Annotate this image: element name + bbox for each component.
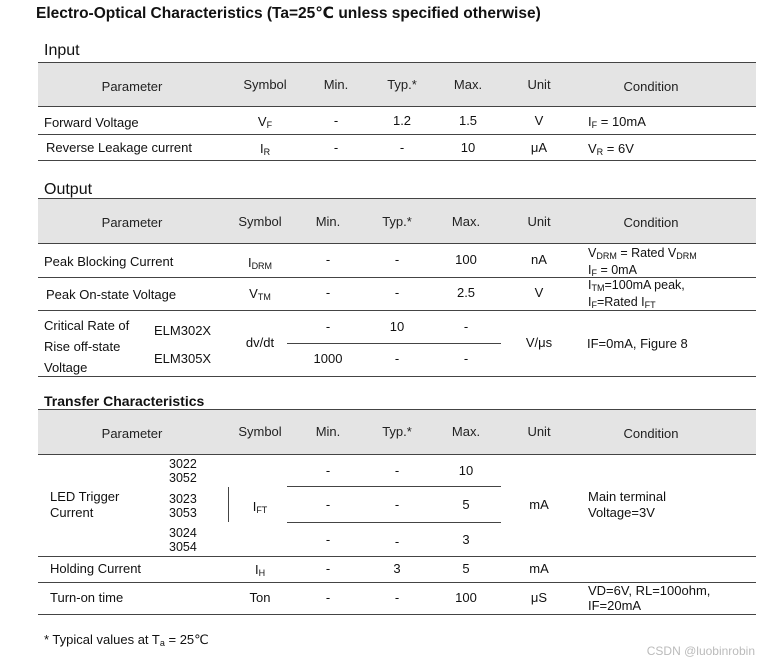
transfer-header-typ: Typ.* (382, 424, 412, 439)
critical-rate-param-line1: Critical Rate of (44, 318, 130, 333)
peak-blocking-symbol: $I_{DRM}$ (247, 255, 273, 271)
transfer-part-divider (228, 487, 229, 522)
reverse-leakage-min: - (333, 140, 339, 155)
holding-current-symbol: $I_H$ (254, 562, 266, 578)
turn-on-time-max: 100 (455, 590, 477, 605)
holding-current-unit: mA (529, 561, 549, 576)
peak-blocking-min: - (325, 252, 331, 267)
led-g1-parts: 3022 3052 (169, 457, 197, 485)
critical-rate-symbol: dv/dt (245, 335, 275, 350)
output-header-rule (38, 243, 756, 244)
led-trigger-unit: mA (529, 497, 549, 512)
critical-elm305x-typ: - (394, 351, 400, 366)
led-g2-typ: - (394, 497, 400, 512)
led-g1-min: - (325, 463, 331, 478)
output-bottom-rule (38, 376, 756, 377)
peak-blocking-unit: nA (531, 252, 547, 267)
peak-blocking-typ: - (394, 252, 400, 267)
transfer-g2-rule (287, 522, 501, 523)
output-header-parameter: Parameter (101, 215, 163, 230)
peak-onstate-typ: - (394, 285, 400, 300)
peak-onstate-min: - (325, 285, 331, 300)
forward-voltage-unit: V (534, 113, 544, 128)
led-g1-max: 10 (458, 463, 474, 478)
output-header-typ: Typ.* (382, 214, 412, 229)
input-section-title: Input (44, 42, 80, 59)
turn-on-time-symbol: Ton (249, 590, 271, 605)
reverse-leakage-symbol: $I_R$ (259, 141, 271, 157)
led-g1-typ: - (394, 463, 400, 478)
output-header-max: Max. (451, 214, 481, 229)
reverse-leakage-param: Reverse Leakage current (46, 140, 192, 155)
input-header-parameter: Parameter (101, 79, 163, 94)
transfer-header-rule (38, 454, 756, 455)
transfer-header-condition: Condition (623, 426, 679, 441)
critical-rate-unit: V/μs (525, 335, 553, 350)
transfer-header-min: Min. (315, 424, 341, 439)
reverse-leakage-condition: $V_R = 6V$ (588, 141, 634, 157)
footnote: * Typical values at $T_a$ = 25℃ (44, 632, 209, 648)
output-header-symbol: Symbol (238, 214, 282, 229)
watermark: CSDN @luobinrobin (646, 644, 755, 658)
critical-elm302x-max: - (463, 319, 469, 334)
led-g3-min: - (325, 532, 331, 547)
input-header-symbol: Symbol (243, 77, 287, 92)
holding-current-min: - (325, 561, 331, 576)
turn-on-time-typ: - (394, 590, 400, 605)
critical-part-elm305x: ELM305X (154, 351, 212, 366)
peak-blocking-param: Peak Blocking Current (44, 254, 174, 269)
output-header-condition: Condition (623, 215, 679, 230)
peak-onstate-unit: V (534, 285, 544, 300)
forward-voltage-max: 1.5 (458, 113, 478, 128)
input-bottom-rule (38, 160, 756, 161)
output-header-unit: Unit (527, 214, 551, 229)
reverse-leakage-unit: μA (530, 140, 548, 155)
forward-voltage-typ: 1.2 (392, 113, 412, 128)
output-critical-split-rule (287, 343, 501, 344)
critical-rate-param-line2: Rise off-state (44, 339, 121, 354)
critical-part-elm302x: ELM302X (154, 323, 212, 338)
peak-blocking-max: 100 (455, 252, 477, 267)
forward-voltage-symbol: $V_F$ (257, 114, 273, 130)
output-section-title: Output (44, 181, 93, 198)
input-header-unit: Unit (527, 77, 551, 92)
input-header-max: Max. (453, 77, 483, 92)
led-g2-min: - (325, 497, 331, 512)
transfer-header-max: Max. (451, 424, 481, 439)
critical-elm302x-min: - (325, 319, 331, 334)
transfer-header-unit: Unit (527, 424, 551, 439)
led-g3-max: 3 (462, 532, 470, 547)
turn-on-time-param: Turn-on time (50, 590, 124, 605)
peak-onstate-param: Peak On-state Voltage (46, 287, 177, 302)
turn-on-time-condition: VD=6V, RL=100ohm, IF=20mA (588, 583, 711, 613)
holding-current-param: Holding Current (50, 561, 142, 576)
forward-voltage-min: - (333, 113, 339, 128)
led-trigger-condition: Main terminal Voltage=3V (588, 489, 667, 520)
led-g2-parts: 3023 3053 (169, 492, 197, 520)
turn-on-time-unit: μS (530, 590, 548, 605)
led-g3-parts: 3024 3054 (169, 526, 197, 554)
transfer-top-rule (38, 409, 756, 410)
transfer-header-symbol: Symbol (238, 424, 282, 439)
led-trigger-symbol: $I_{FT}$ (252, 499, 268, 515)
input-top-rule (38, 62, 756, 63)
holding-current-max: 5 (462, 561, 470, 576)
turn-on-time-min: - (325, 590, 331, 605)
input-row-rule (38, 134, 756, 135)
critical-rate-condition: IF=0mA, Figure 8 (587, 336, 688, 351)
peak-onstate-max: 2.5 (456, 285, 476, 300)
critical-elm305x-max: - (463, 351, 469, 366)
forward-voltage-param: Forward Voltage (44, 115, 139, 130)
transfer-bottom-rule (38, 614, 756, 615)
critical-elm305x-min: 1000 (313, 351, 343, 366)
input-header-condition: Condition (623, 79, 679, 94)
peak-onstate-symbol: $V_{TM}$ (249, 286, 271, 302)
transfer-section-title: Transfer Characteristics (44, 393, 205, 409)
reverse-leakage-max: 10 (460, 140, 476, 155)
critical-rate-param-line3: Voltage (44, 360, 88, 375)
input-header-min: Min. (323, 77, 349, 92)
led-g2-max: 5 (462, 497, 470, 512)
output-top-rule (38, 198, 756, 199)
peak-onstate-condition: $I_{TM}=100mA$ peak, $I_F=Rated$ $I_{FT}$ (588, 278, 685, 310)
input-header-typ: Typ.* (387, 77, 417, 92)
peak-blocking-condition: $V_{DRM}$ = Rated $V_{DRM}$ $I_F = 0mA$ (588, 246, 697, 278)
critical-elm302x-typ: 10 (389, 319, 405, 334)
critical-rate-param (44, 315, 129, 378)
led-g3-typ: - (394, 534, 400, 549)
led-trigger-param: LED Trigger Current (50, 489, 120, 520)
transfer-led-bottom-rule (38, 556, 756, 557)
forward-voltage-condition: $I_F = 10mA$ (588, 114, 646, 130)
holding-current-typ: 3 (393, 561, 401, 576)
input-header-rule (38, 106, 756, 107)
transfer-g1-rule (287, 486, 501, 487)
page-title: Electro-Optical Characteristics (Ta=25℃ unless specified otherwise) (36, 5, 541, 22)
output-header-min: Min. (315, 214, 341, 229)
transfer-header-parameter: Parameter (101, 426, 163, 441)
reverse-leakage-typ: - (399, 140, 405, 155)
